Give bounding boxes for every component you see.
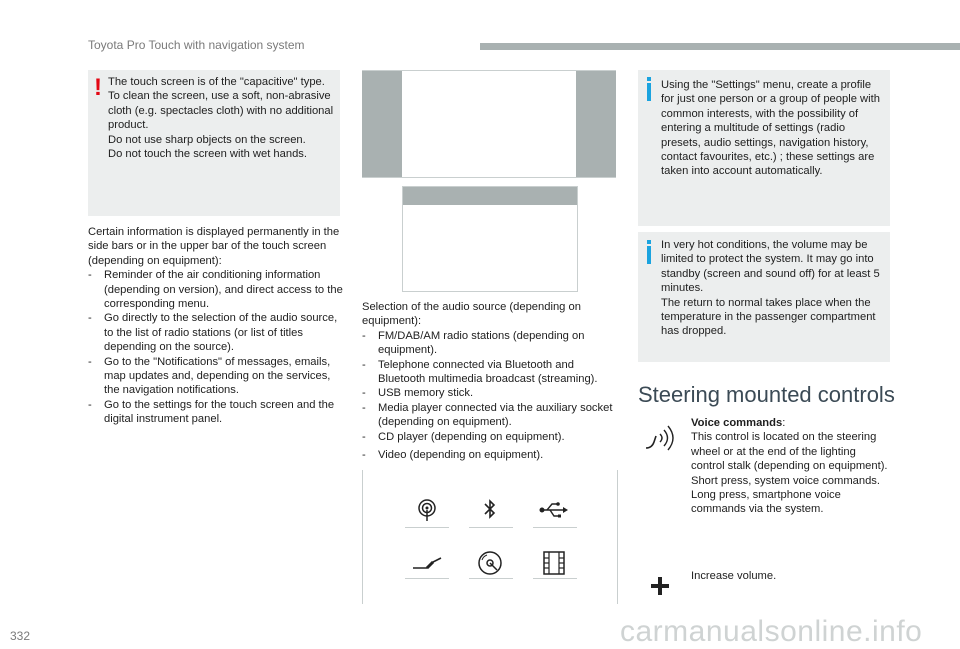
radio-icon	[415, 498, 439, 522]
list-item: - Reminder of the air conditioning information (depending on version), and direct access to the corresponding menu.	[88, 269, 343, 311]
watermark: carmanualsonline.info	[620, 615, 923, 648]
label-colon: :	[782, 417, 786, 429]
screen-upper-bar-illustration	[402, 186, 578, 292]
info-note-profiles	[638, 70, 890, 226]
list-item: - Go to the settings for the touch screen and the digital instrument panel.	[88, 398, 335, 426]
list-item: - Media player connected via the auxiliary socket (depending on equipment).	[362, 401, 613, 429]
page-number: 332	[10, 629, 31, 643]
screen-illustration	[362, 70, 616, 178]
icon-divider	[405, 527, 449, 528]
list-item: - FM/DAB/AM radio stations (depending on equipment).	[362, 329, 585, 357]
icon-divider	[533, 527, 577, 528]
icon-divider	[405, 578, 449, 579]
voice-commands-label: Voice commands	[691, 417, 783, 429]
side-bars-intro: Certain information is displayed permanently in the side bars or in the upper bar of the touch screen (depending on equipment):	[88, 226, 340, 267]
warning-icon: !	[94, 74, 102, 101]
list-item: - Telephone connected via Bluetooth and Bluetooth multimedia broadcast (streaming).	[362, 358, 598, 386]
aux-jack-icon	[411, 552, 443, 572]
warning-note-text: The touch screen is of the "capacitive" type. To clean the screen, use a soft, non-abrasive cloth (e.g. spectacles cloth) with no additional product. Do not use sharp objects on the screen. Do not touch the screen with wet hands.	[108, 76, 334, 161]
running-header: Toyota Pro Touch with navigation system	[88, 38, 305, 52]
voice-commands-block	[691, 416, 891, 517]
info-note-hot-conditions	[638, 232, 890, 362]
list-item: - CD player (depending on equipment).	[362, 430, 565, 443]
icon-divider	[469, 527, 513, 528]
section-title: Steering mounted controls	[638, 382, 895, 407]
screen-right-bar	[576, 71, 616, 177]
info-icon	[647, 83, 651, 101]
source-icons-panel	[362, 470, 618, 604]
info-note-hot-conditions-text: In very hot conditions, the volume may be limited to protect the system. It may go into standby (screen and sound off) for at least 5 minutes. The return to normal takes place when the temperature in the passenger compartment has dropped.	[661, 239, 880, 338]
video-icon	[541, 550, 567, 576]
info-note-profiles-text: Using the "Settings" menu, create a profile for just one person or a group of people with common interests, with the possibility of entering a multitude of settings (radio presets, audio settings, navigation history, contact favourites, etc.) ; these settings are taken into account automatically.	[661, 79, 880, 178]
audio-source-description	[362, 300, 618, 462]
usb-icon	[539, 500, 569, 520]
list-item: - Go directly to the selection of the audio source, to the list of radio stations (or list of titles depending on the source).	[88, 312, 338, 354]
screen-left-bar	[362, 71, 402, 177]
cd-icon	[477, 550, 503, 576]
list-item: - Go to the "Notifications" of messages, emails, map updates and, depending on the services, the navigation notifications.	[88, 355, 331, 397]
warning-note	[88, 70, 340, 216]
bluetooth-icon	[481, 498, 499, 522]
header-bar	[480, 43, 960, 50]
voice-command-icon	[644, 424, 680, 454]
plus-icon	[650, 576, 670, 596]
icon-divider	[469, 578, 513, 579]
icon-divider	[533, 578, 577, 579]
side-bars-description	[88, 225, 344, 427]
audio-source-intro: Selection of the audio source (depending on equipment):	[362, 301, 581, 328]
increase-volume-text: Increase volume.	[691, 570, 777, 582]
screen-top-bar	[403, 187, 577, 205]
list-item: - USB memory stick.	[362, 387, 474, 400]
voice-commands-text: This control is located on the steering wheel or at the end of the lighting control stalk (depending on equipment). Short press, system voice commands. Long press, smartphone voice commands via the system.	[691, 431, 888, 516]
list-item: - Video (depending on equipment).	[362, 449, 544, 462]
info-icon	[647, 246, 651, 264]
